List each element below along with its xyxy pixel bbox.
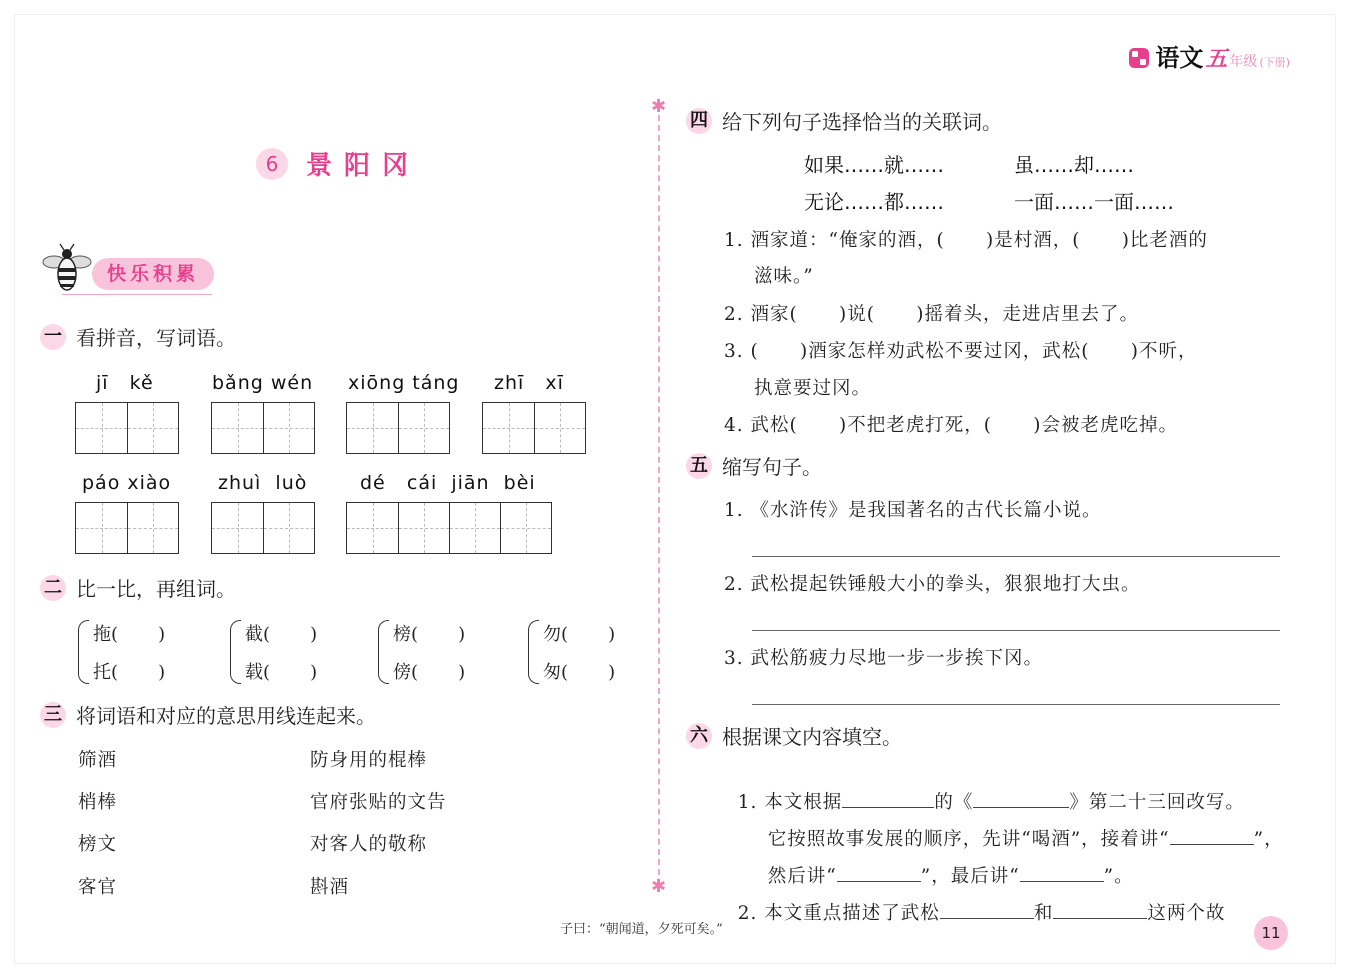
match-right-item[interactable]: 斟酒 bbox=[310, 877, 350, 898]
pair-word[interactable]: 载( ) bbox=[245, 662, 318, 683]
pair-word[interactable]: 匆( ) bbox=[543, 662, 616, 683]
section-5-heading bbox=[686, 451, 822, 480]
fill-text: 然后讲“ bbox=[767, 866, 837, 887]
section-badge: 三 bbox=[40, 702, 66, 728]
brace bbox=[528, 620, 539, 684]
fill-blank[interactable] bbox=[1053, 898, 1147, 919]
writing-grid[interactable] bbox=[75, 502, 179, 554]
match-left-item[interactable]: 客官 bbox=[78, 877, 118, 898]
brand-sub: 年级 bbox=[1229, 54, 1258, 70]
fill-blank[interactable] bbox=[1170, 824, 1254, 845]
pinyin-label: zhuì luò bbox=[218, 472, 308, 494]
compare-pair bbox=[378, 620, 465, 684]
fill-text: 》第二十三回改写。 bbox=[1069, 792, 1245, 813]
pair-word[interactable]: 傍( ) bbox=[393, 662, 466, 683]
lesson-title: 景阳冈 bbox=[306, 151, 421, 181]
writing-grid[interactable] bbox=[346, 402, 450, 454]
lesson-number: 6 bbox=[256, 148, 288, 180]
page-divider bbox=[658, 115, 660, 885]
writing-grid[interactable] bbox=[75, 402, 179, 454]
brand-logo bbox=[1129, 38, 1290, 72]
conjunction-choice: 虽……却…… bbox=[1014, 153, 1134, 177]
section-6-heading bbox=[686, 721, 902, 750]
match-right-item[interactable]: 防身用的棍棒 bbox=[310, 750, 428, 771]
star-icon: ✱ bbox=[651, 876, 667, 897]
question-text: 2. 酒家( )说( )摇着头，走进店里去了。 bbox=[724, 304, 1139, 325]
section-badge: 六 bbox=[686, 723, 712, 749]
match-right-item[interactable]: 对客人的敬称 bbox=[310, 834, 428, 855]
section-title: 缩写句子。 bbox=[722, 455, 822, 479]
pair-word[interactable]: 拖( ) bbox=[93, 624, 166, 645]
question-text: 滋味。” bbox=[754, 266, 814, 287]
brace bbox=[230, 620, 241, 684]
fill-text: 2. 本文重点描述了武松 bbox=[737, 903, 940, 924]
answer-line[interactable] bbox=[752, 556, 1280, 557]
question-text: 4. 武松( )不把老虎打死，( )会被老虎吃掉。 bbox=[724, 415, 1178, 436]
pair-word[interactable]: 榜( ) bbox=[393, 624, 466, 645]
pinyin-label: páo xiào bbox=[82, 472, 172, 494]
conjunction-choice: 无论……都…… bbox=[804, 190, 944, 214]
section-title: 比一比，再组词。 bbox=[76, 577, 236, 601]
brand-icon bbox=[1129, 48, 1149, 68]
pair-word[interactable]: 勿( ) bbox=[543, 624, 616, 645]
brace bbox=[378, 620, 389, 684]
pinyin-label: jī kě bbox=[96, 372, 154, 394]
section-badge: 五 bbox=[686, 453, 712, 479]
match-left-item[interactable]: 梢棒 bbox=[78, 792, 118, 813]
writing-grid[interactable] bbox=[211, 402, 315, 454]
question-text: 3. 武松筋疲力尽地一步一步挨下冈。 bbox=[724, 648, 1044, 669]
question-text: 执意要过冈。 bbox=[754, 378, 872, 399]
section-3-heading bbox=[40, 700, 376, 729]
fill-text: ”，最后讲“ bbox=[920, 866, 1020, 887]
lesson-heading bbox=[256, 145, 420, 182]
section-title: 看拼音，写词语。 bbox=[76, 326, 236, 350]
fill-blank[interactable] bbox=[940, 898, 1034, 919]
section-2-heading bbox=[40, 573, 236, 602]
brand-grade: 五 bbox=[1205, 46, 1228, 72]
section-badge: 二 bbox=[40, 575, 66, 601]
answer-line[interactable] bbox=[752, 704, 1280, 705]
fill-text: 它按照故事发展的顺序，先讲“喝酒”，接着讲“ bbox=[767, 829, 1170, 850]
section-title: 给下列句子选择恰当的关联词。 bbox=[722, 110, 1002, 134]
pinyin-label: zhī xī bbox=[494, 372, 564, 394]
match-right-item[interactable]: 官府张贴的文告 bbox=[310, 792, 447, 813]
question-text: 2. 武松提起铁锤般大小的拳头，狠狠地打大虫。 bbox=[724, 574, 1141, 595]
fill-text: ”， bbox=[1253, 829, 1284, 850]
pinyin-label: dé cái jiān bèi bbox=[360, 472, 536, 494]
writing-grid[interactable] bbox=[482, 402, 586, 454]
fill-text: 这两个故 bbox=[1147, 903, 1226, 924]
answer-line[interactable] bbox=[752, 630, 1280, 631]
section-title: 根据课文内容填空。 bbox=[722, 725, 902, 749]
question-text: 3. ( )酒家怎样劝武松不要过冈，武松( )不听， bbox=[724, 341, 1198, 362]
brand-volume: (下册) bbox=[1259, 56, 1290, 69]
section-1-heading bbox=[40, 322, 236, 351]
page-number: 11 bbox=[1254, 916, 1288, 950]
section-4-heading bbox=[686, 106, 1002, 135]
bee-icon bbox=[42, 242, 92, 298]
pinyin-label: xiōng táng bbox=[348, 372, 460, 394]
section-title: 将词语和对应的意思用线连起来。 bbox=[76, 704, 376, 728]
fill-line bbox=[724, 877, 1225, 925]
match-left-item[interactable]: 筛酒 bbox=[78, 750, 118, 771]
section-badge: 一 bbox=[40, 324, 66, 350]
compare-pair bbox=[528, 620, 615, 684]
fill-text: ”。 bbox=[1103, 866, 1134, 887]
star-icon: ✱ bbox=[651, 96, 667, 117]
brand-main: 语文 bbox=[1155, 44, 1204, 72]
fill-text: 和 bbox=[1033, 903, 1054, 924]
section-banner: 快乐积累 bbox=[92, 258, 214, 290]
pinyin-label: bǎng wén bbox=[212, 372, 314, 394]
match-left-item[interactable]: 榜文 bbox=[78, 834, 118, 855]
conjunction-choice: 一面……一面…… bbox=[1014, 190, 1174, 214]
brace bbox=[78, 620, 89, 684]
footer-quote: 子曰：“朝闻道，夕死可矣。” bbox=[560, 922, 723, 937]
section-badge: 四 bbox=[686, 108, 712, 134]
writing-grid[interactable] bbox=[346, 502, 552, 554]
compare-pair bbox=[230, 620, 317, 684]
conjunction-choice: 如果……就…… bbox=[804, 153, 944, 177]
pair-word[interactable]: 截( ) bbox=[245, 624, 318, 645]
banner-underline bbox=[62, 294, 212, 295]
writing-grid[interactable] bbox=[211, 502, 315, 554]
question-text: 1. 《水浒传》是我国著名的古代长篇小说。 bbox=[724, 500, 1102, 521]
fill-text: 的《 bbox=[934, 792, 974, 813]
fill-text: 1. 本文根据 bbox=[737, 792, 843, 813]
question-text: 1. 酒家道：“俺家的酒，( )是村酒，( )比老酒的 bbox=[724, 230, 1208, 251]
pair-word[interactable]: 托( ) bbox=[93, 662, 166, 683]
compare-pair bbox=[78, 620, 165, 684]
